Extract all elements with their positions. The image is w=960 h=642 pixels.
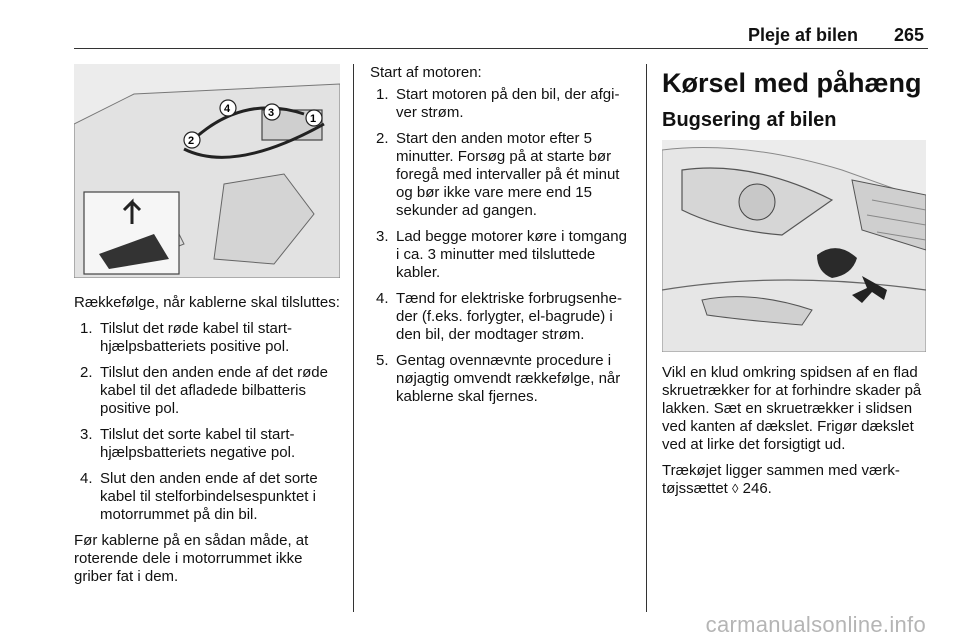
step-number: 2. bbox=[80, 364, 93, 381]
list-item bbox=[74, 320, 340, 356]
list-item bbox=[74, 364, 340, 418]
column-start-engine bbox=[370, 64, 632, 414]
step-text: Lad begge motorer køre i tomgang i ca. 3 minutter med tilsluttede kabler. bbox=[396, 228, 627, 281]
section-heading: Bugsering af bilen bbox=[662, 109, 837, 131]
page-reference-link[interactable]: 246. bbox=[742, 480, 772, 497]
chapter-title: Kørsel med påhæng bbox=[662, 68, 922, 98]
list-item bbox=[74, 470, 340, 524]
column-divider-1 bbox=[353, 64, 354, 612]
list-item bbox=[370, 352, 632, 406]
step-text: Tilslut det sorte kabel til starthjælpsbatteriets negative pol. bbox=[100, 426, 296, 461]
section-title: Pleje af bilen bbox=[747, 25, 858, 45]
column-divider-2 bbox=[646, 64, 647, 612]
towing-eye-location bbox=[662, 462, 926, 498]
list-item bbox=[370, 228, 632, 282]
step-text: Tilslut det røde kabel til starthjælpsbatteriets positive pol. bbox=[100, 320, 293, 355]
step-text: Tilslut den anden ende af det røde kabel til det afladede bilbatteris positive pol. bbox=[100, 364, 328, 417]
callout-3: 3 bbox=[268, 107, 275, 119]
column-jumpstart-order bbox=[74, 64, 340, 594]
engine-bay-illustration bbox=[74, 64, 340, 278]
step-text: Start motoren på den bil, der afgiver strøm. bbox=[396, 86, 620, 121]
callout-2: 2 bbox=[188, 135, 195, 147]
step-text: Gentag ovennævnte procedure i nøjagtig omvendt rækkefølge, når kablerne skal fjernes. bbox=[396, 352, 621, 405]
column-towing bbox=[662, 64, 926, 506]
callout-4: 4 bbox=[224, 103, 231, 115]
step-number: 1. bbox=[80, 320, 93, 337]
list-item bbox=[370, 130, 632, 220]
front-bumper-illustration bbox=[662, 140, 926, 352]
start-intro: Start af motoren: bbox=[370, 64, 482, 81]
step-number: 4. bbox=[376, 290, 389, 307]
callout-1: 1 bbox=[310, 113, 317, 125]
step-number: 2. bbox=[376, 130, 389, 147]
step-text: Tænd for elektriske forbrugsenheder (f.eks. forlygter, el-bagrude) i den bil, der modtager strøm. bbox=[396, 290, 622, 343]
step-text: Slut den anden ende af det sorte kabel til stelforbindelsespunktet i motorrummet på din bil. bbox=[100, 470, 318, 523]
page-header bbox=[74, 22, 928, 49]
step-number: 3. bbox=[80, 426, 93, 443]
page-number: 265 bbox=[893, 25, 924, 45]
list-item bbox=[370, 86, 632, 122]
step-number: 4. bbox=[80, 470, 93, 487]
towing-eye-text: Trækøjet ligger sammen med værktøjssættet bbox=[662, 462, 900, 497]
order-outro: Før kablerne på en sådan måde, at roterende dele i motorrummet ikke griber fat i dem. bbox=[74, 532, 309, 585]
watermark: carmanualsonline.info bbox=[705, 612, 926, 637]
step-number: 3. bbox=[376, 228, 389, 245]
ref-arrow-icon: ◊ bbox=[732, 481, 739, 496]
towing-instructions: Vikl en klud omkring spidsen af en flad skruetrækker for at forhindre skader på lakken. Sæt en skruetrækker i slidsen ved kanten af dækslet. Frigør dækslet ved at lirke det forsigtigt ud. bbox=[662, 364, 922, 453]
list-item bbox=[74, 426, 340, 462]
step-text: Start den anden motor efter 5 minutter. Forsøg på at starte bør foregå med intervaller på ét minut og bør ikke vare mere end 15 sekunder ad gangen. bbox=[396, 130, 620, 219]
start-steps-list bbox=[370, 86, 632, 406]
step-number: 1. bbox=[376, 86, 389, 103]
connect-steps-list bbox=[74, 320, 340, 524]
order-intro: Rækkefølge, når kablerne skal tilsluttes: bbox=[74, 294, 340, 311]
list-item bbox=[370, 290, 632, 344]
step-number: 5. bbox=[376, 352, 389, 369]
